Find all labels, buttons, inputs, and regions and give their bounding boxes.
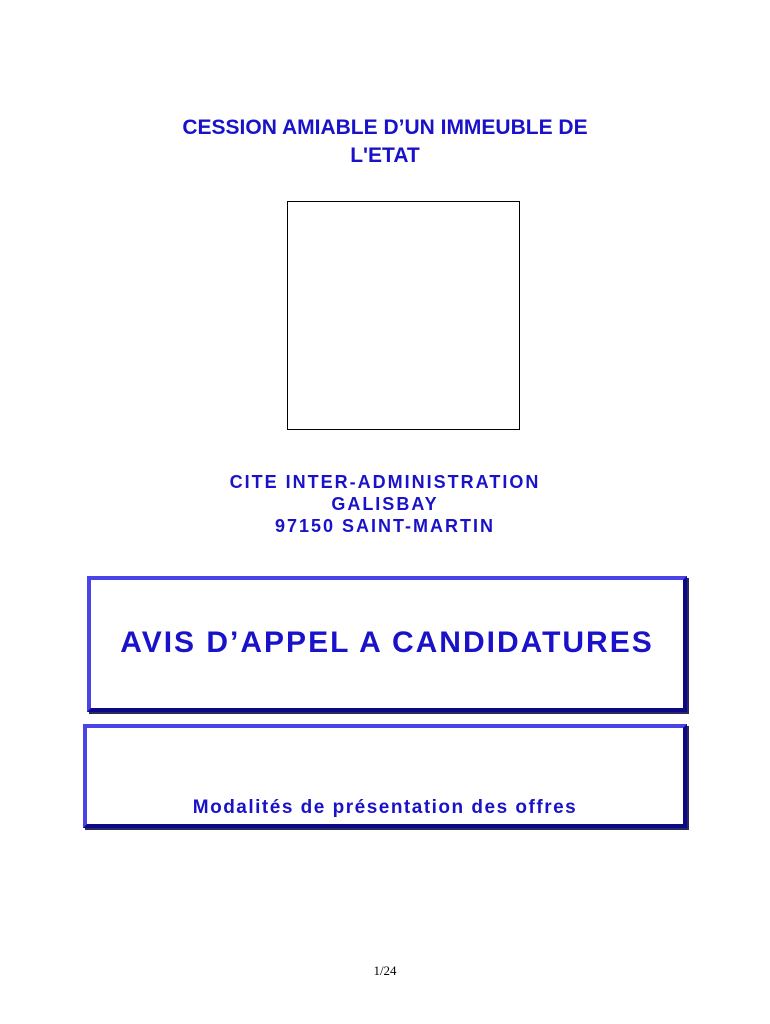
image-placeholder-frame	[287, 201, 520, 430]
subheading-box	[83, 724, 687, 828]
notice-heading-box	[87, 576, 687, 712]
document-title-line: L'ETAT	[350, 144, 420, 167]
document-title	[0, 114, 770, 170]
document-title-line: CESSION AMIABLE D’UN IMMEUBLE DE	[182, 116, 588, 139]
address-line: GALISBAY	[331, 494, 439, 514]
address-line: 97150 SAINT-MARTIN	[274, 516, 496, 536]
page-number: 1/24	[373, 963, 397, 978]
notice-heading: AVIS D’APPEL A CANDIDATURES	[120, 626, 654, 659]
subheading: Modalités de présentation des offres	[192, 797, 578, 818]
address-line: CITE INTER-ADMINISTRATION	[229, 472, 541, 492]
property-address	[0, 471, 770, 537]
